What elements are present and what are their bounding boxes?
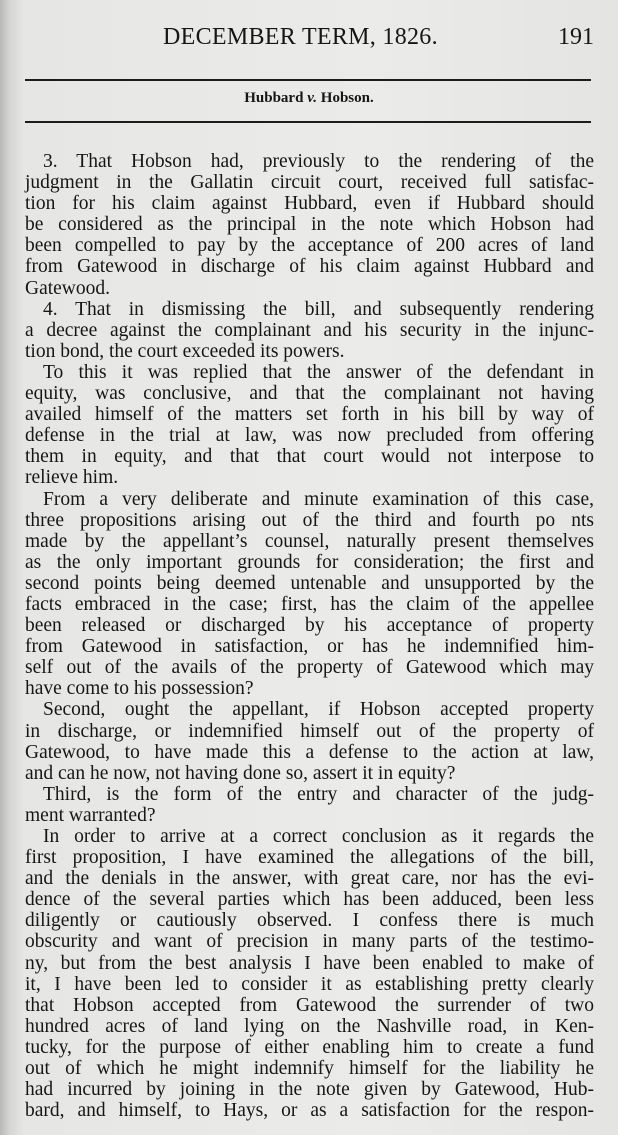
text-line: ment warranted? [25,804,156,826]
header-rule-bottom [25,121,591,123]
text-line: in discharge, or indemnified himself out of the property of [25,720,594,742]
text-line: facts embraced in the case; first, has the claim of the appellee [25,593,594,615]
text-line: Gatewood, to have made this a defense to the action at law, [25,741,594,763]
running-header [0,20,618,50]
text-line: equity, was conclusive, and that the complainant not having [25,383,594,405]
text-line: In order to arrive at a correct conclusion as it regards the [43,826,594,847]
body-text [25,151,594,1121]
text-line: hundred acres of land lying on the Nashville road, in Ken- [25,1015,594,1037]
text-line: defense in the trial at law, was now precluded from offering [25,425,594,447]
text-line: been released or discharged by his acceptance of property [25,615,594,637]
text-line: that Hobson accepted from Gatewood the surrender of two [25,994,594,1016]
text-line: and the denials in the answer, with great care, nor has the evi- [25,868,594,890]
text-line: had incurred by joining in the note given by Gatewood, Hub- [25,1079,594,1101]
text-line: second points being deemed untenable and unsupported by the [25,572,594,594]
text-line: made by the appellant’s counsel, naturally present themselves [25,530,594,552]
text-line: tion for his claim against Hubbard, even if Hubbard should [25,193,594,215]
text-line: obscurity and want of precision in many parts of the testimo- [25,931,594,953]
text-line: availed himself of the matters set forth in his bill by way of [25,404,594,426]
text-line: tucky, for the purpose of either enabling him to create a fund [25,1036,594,1058]
text-line: Third, is the form of the entry and character of the judg- [43,783,594,805]
text-line: bard, and himself, to Hays, or as a satisfaction for the respon- [25,1100,594,1122]
text-line: and can he now, not having done so, assert it in equity? [25,762,456,784]
text-line: from Gatewood in discharge of his claim against Hubbard and [25,256,594,278]
text-line: them in equity, and that that court would not interpose to [25,446,594,468]
text-line: been compelled to pay by the acceptance of 200 acres of land [25,235,594,257]
text-line: a decree against the complainant and his security in the injunc- [25,319,594,341]
case-party-a: Hubbard [244,90,304,106]
text-line: out of which he might indemnify himself for the liability he [25,1058,594,1080]
text-line: Second, ought the appellant, if Hobson accepted property [43,699,594,721]
text-line: 4. That in dismissing the bill, and subsequently rendering [43,298,594,320]
running-title: DECEMBER TERM, 1826. [163,24,438,50]
text-line: judgment in the Gallatin circuit court, received full satisfac- [25,172,594,194]
text-line: it, I have been led to consider it as establishing pretty clearly [25,973,594,995]
text-line: ny, but from the best analysis I have been enabled to make of [25,952,594,974]
case-versus: v. [307,90,318,106]
text-line: Gatewood. [25,277,111,299]
case-title [0,90,618,107]
text-line: To this it was replied that the answer of the defendant in [43,361,594,383]
text-line: have come to his possession? [25,678,254,700]
text-line: relieve him. [25,467,119,489]
text-line: as the only important grounds for consideration; the first and [25,551,594,573]
text-line: three propositions arising out of the third and fourth po nts [25,509,594,531]
text-line: first proposition, I have examined the allegations of the bill, [25,847,594,869]
text-line: be considered as the principal in the note which Hobson had [25,214,594,236]
page-number: 191 [558,24,594,50]
header-rule-top [25,79,591,81]
text-line: dence of the several parties which has been adduced, been less [25,889,594,911]
text-line: from Gatewood in satisfaction, or has he indemnified him- [25,636,594,658]
text-line: diligently or cautiously observed. I confess there is much [25,910,594,932]
case-party-b: Hobson. [320,90,374,106]
text-line: From a very deliberate and minute examination of this case, [43,488,594,510]
text-line: tion bond, the court exceeded its powers. [25,340,345,362]
text-line: 3. That Hobson had, previously to the rendering of the [43,151,594,172]
text-line: self out of the avails of the property of Gatewood which may [25,657,594,679]
